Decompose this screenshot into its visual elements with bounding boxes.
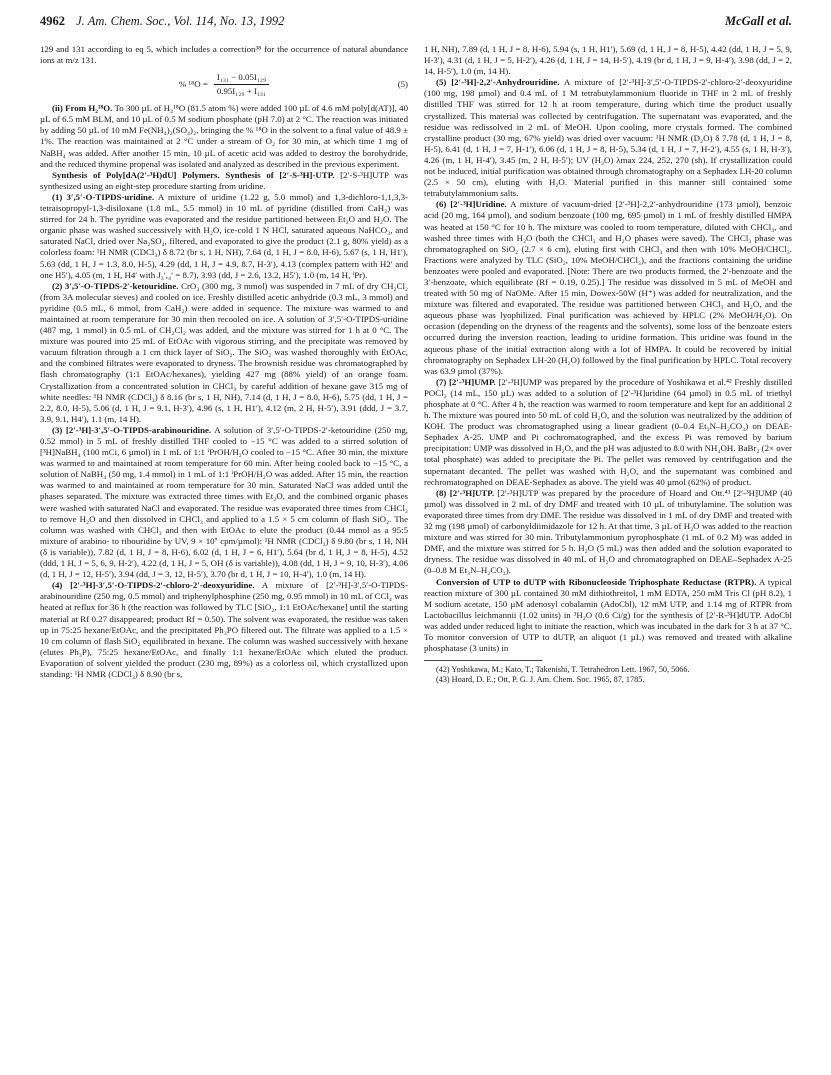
page-number: 4962 [40,14,65,28]
synthesis-heading: Synthesis of Poly[dA(2′-³H)dU] Polymers. Synthesis of [2′-S-³H]-UTP. [52,169,335,180]
equation-5 [40,71,408,97]
paragraph-ii [40,103,408,170]
step-7-heading: (7) [2′-³H]UMP. [436,376,496,387]
equation-denominator: 0.95I₁₂₉ + I₁₃₁ [216,85,267,96]
step-6-body: A mixture of vacuum-dried [2′-³H]-2,2′-anhydrouridine (173 µmol), benzoic acid (20 mg, 164 µmol), and sodium benzoate (100 mg, 695 µmol) in 1 mL of freshly distilled HMPA was heated at 150 °C for 10 h. The mixture was cooled to room temperature, diluted with CHCl₃, and washed three times with H₂O (both the CHCl₃ and H₂O phases were saved). The CHCl₃ phase was chromatographed on SiO₂ (2.7 × 6 cm), eluting first with CHCl₃ and then with 10% MeOH/CHCl₃. Fractions were analyzed by TLC (SiO₂, 10% MeOH/CHCl₃), and the fractions containing the uridine benzoates were pooled and evaporated. [Note: There are two products formed, the 2′-benzoate and the 3′-benzoate, which equilibrate (Rf = 0.19, 0.25).] The residue was dissolved in 5 mL of MeOH and treated with 50 mg of NaOMe. After 15 min, Dowex-50W (H⁺) was added for neutralization, and the mixture was filtered and evaporated. The residue was partitioned between CHCl₃ and H₂O, and the aqueous phase was lyophilized. Final purification was achieved by HPLC (2% MeOH/H₂O). On occasion (depending on the dryness of the reagents and the solvents), some loss of the benzoate esters occurred during the inversion reaction, leading to uridine formation. This uridine was found in the aqueous phase of the initial extraction along with a lot of HMPA. It could be recovered by initial chromatography on Sephadex LH-20 (H₂O) followed by the final purification by HPLC. Total recovery was 63.9 µmol (37%). [424,199,792,376]
step-8-heading: (8) [2′-³H]UTP. [436,487,495,498]
step-4-body: A mixture of [2′-³H]-3′,5′-O-TIPDS-arabinouridine (250 mg, 0.5 mmol) and triphenylphosphine (250 mg, 0.95 mmol) in 10 mL of CCl₄ was heated at reflux for 36 h (the reaction was followed by TLC [SiO₂, 1:1 EtOAc/hexane] until the starting material at Rf 0.27 disappeared; product Rf = 0.50). The solvent was evaporated, the residue was taken up in 75:25 hexane/EtOAc, and the precipitated Ph₃PO filtered out. The filtrate was applied to a 1.5 × 10 cm column of flash SiO₂ equilibrated in hexane. The column was washed successively with hexane (elutes Ph₃P), 75:25 hexane/EtOAc, and finally 1:1 hexane/EtOAc which eluted the product. Evaporation of solvent yielded the product (230 mg, 89%) as a colorless oil, which crystallized upon standing: ¹H NMR (CDCl₃) δ 8.90 (br s, [40,580,408,679]
equation-fraction [214,72,269,97]
step-3-heading: (3) [2′-³H]-3′,5′-O-TIPDS-arabinouridine. [52,424,212,435]
intro-text: 129 and 131 according to eq 5, which includes a correction³⁸ for the occurrence of natural abundance ions at m/z 131. [40,44,408,66]
synthesis-section [40,170,408,192]
step-5-body: A mixture of [2′-³H]-3′,5′-O-TIPDS-2′-chloro-2′-deoxyuridine (100 mg, 198 µmol) and 0.4 mL of 1 M tetrabutylammonium fluoride in THF in 2 mL of freshly distilled THF was stirred for 12 h at room temperature, during which time the product usually crystallized. This material was collected by centrifugation. The supernatant was evaporated, and the residue was redissolved in 2 mL of MeOH. Upon cooling, more crystals formed. The combined crystalline product (30 mg, 67% yield) was dried over vacuum: ¹H NMR (D₂O) δ 7.78 (d, 1 H, J = 8, H-5), 6.41 (d, 1 H, J = 7, H-1′), 6.06 (d, 1 H, J = 8, H-5), 5.34 (d, 1 H, J = 7, H-2′), 4.55 (s, 1 H, H-3′), 4.26 (m, 1 H, H-4′), 3.45 (m, 2 H, H-5′); UV (H₂O) λmax 224, 252, 270 (sh). If crystallization could not be induced, initial purification was obtained through chromatography on a Sephadex LH-20 column (2.5 × 50 cm), eluting with H₂O. Material purified in this manner still contained some tetrabutylammonium salts. [424,77,792,199]
equation-numerator: I₁₃₁ − 0.05I₁₂₉ [214,72,269,85]
continued-text: 1 H, NH), 7.89 (d, 1 H, J = 8, H-6), 5.94 (s, 1 H, H1′), 5.69 (d, 1 H, J = 8, H-5), 4.42 (dd, 1 H, J = 5, 9, H-3′), 4.31 (d, 1 H, J = 5, H-2′), 4.26 (d, 1 H, J = 14, H-5′), 4.19 (br d, 1 H, J = 9, H-4′), 3.98 (dd, J = 2, 14, H-5′), 1.0 (m, 14 H). [424,44,792,77]
step-1-body: A mixture of uridine (1.22 g, 5.0 mmol) and 1,3-dichloro-1,1,3,3-tetraisopropyl-1,3-disiloxane (1.8 mL, 5.5 mmol) in 10 mL of pyridine (distilled from CaH₂) was stirred for 24 h. The pyridine was evaporated and the residue partitioned between Et₂O and H₂O. The organic phase was washed successively with H₂O, ice-cold 1 N HCl, saturated aqueous NaHCO₃, and saturated NaCl, dried over Na₂SO₄, filtered, and evaporated to give the product (2.1 g, 80% yield) as a colorless foam: ¹H NMR (CDCl₃) δ 8.72 (br s, 1 H, NH), 7.64 (d, 1 H, J = 8.0, H-6), 5.67 (s, 1 H, H1′), 5.63 (dd, 1 H, J = 1.3, 8.0, H-5), 4.29 (dd, 1 H, J = 4.9, 8.7, H-3′), 4.13 (complex pattern with H2′ and one H5′), 4.05 (m, 1 H, H4′ with J₃′,₄′ = 8.7), 3.93 (dd, J = 2.6, 13.2, H5′), 1.0 (m, 14 H, ⁱPr). [40,191,408,280]
step-2-heading: (2) 3′,5′-O-TIPDS-2′-ketouridine. [52,280,179,291]
rtpr-section [424,577,792,655]
right-column [424,44,792,686]
step-8-body: [2′-³H]UTP was prepared by the procedure of Hoard and Ott.⁴³ [2′-³H]UMP (40 µmol) was dissolved in 2 mL of dry DMF and treated with 10 µL of tributylamine. The solution was evaporated three times from dry DMF. The residue was dissolved in 1 mL of dry DMF and treated with 32 mg (198 µmol) of carbonyldiimidazole for 12 h. At that time, 3 µL of H₂O was added to the reaction mixture and was stirred for 30 min. Tributylammonium pyrophosphate (1 mL of 0.2 M) was added in DMF, and the mixture was stirred for 5 h. H₂O (5 mL) was then added and the solution evaporated to dryness. The residue was dissolved in 40 mL of H₂O and chromatographed on DEAE–Sephadex A-25 (0–0.8 M Et₃N–H₂CO₃). [424,487,793,576]
left-column [40,44,408,680]
rtpr-body: A typical reaction mixture of 300 µL contained 30 mM dithiothreitol, 1 mM EDTA, 250 mM Tris Cl (pH 8.2), 1 M sodium acetate, 150 µM adenosyl cobalamin (AdoCbl), 12 mM UTP, and 1.14 mg of RTPR from Lactobacillus leichmannii (1.02 units) in ³H₂O (0.6 Ci/g) for the synthesis of [2′-R-³H]dUTP. AdoCbl was added under reduced light to initiate the reaction, which was incubated in the dark for 3 h at 37 °C. To monitor conversion of UTP to dUTP, an aliquot (1 µL) was removed and treated with alkaline phosphatase (3 units) in [424,576,792,654]
step-6-heading: (6) [2′-³H]Uridine. [436,199,507,210]
step-1 [40,192,408,281]
paragraph-ii-body: To 300 µL of H₂¹⁸O (81.5 atom %) were added 100 µL of 4.6 mM poly[d(AT)], 40 µL of 6.5 mM BLM, and 10 µL of 0.5 M sodium phosphate (pH 7.0) at 2 °C. The reaction was initiated by adding 50 µL of 10 mM Fe(NH₄)₂(SO₄)₂, bringing the % ¹⁸O in the solvent to a final value of 48.9 ± 1%. The reaction was maintained at 2 °C under a stream of O₂ for 30 min, at which time 1 mg of NaBH₄ was added. After another 15 min, 10 µL of acetic acid was added to destroy the borohydride, and the reduced thymine propenal was isolated and analyzed as described in the previous experiment. [40,103,408,169]
synthesis-body: [2′-S-³H]UTP was synthesized using an eight-step procedure starting from uridine. [40,169,408,191]
step-7 [424,377,792,488]
step-4-heading: (4) [2′-³H]-3′,5′-O-TIPDS-2′-chloro-2′-deoxyuridine. [52,580,255,591]
rtpr-heading: Conversion of UTP to dUTP with Ribonucleoside Triphosphate Reductase (RTPR). [436,576,757,587]
step-4 [40,580,408,680]
equation-lhs: % ¹⁸O = [178,78,208,89]
running-authors: McGall et al. [724,14,792,28]
step-3 [40,425,408,580]
step-3-body: A solution of 3′,5′-O-TIPDS-2′-ketouridine (250 mg, 0.52 mmol) in 5 mL of freshly distilled THF cooled to −15 °C was added to a stirred solution of [³H]NaBH₄ (100 mCi, 6 µmol) in 1 mL of 1:1 ⁱPrOH/H₂O cooled to −15 °C. After 30 min, the mixture was warmed to and maintained at room temperature for 60 min. After being cooled back to −15 °C, a solution of NaBH₄ (50 mg, 1.4 mmol) in 1 mL of 1:1 ⁱPrOH/H₂O was added. After 15 min, the reaction was warmed to and maintained at room temperature for 30 min. Saturated NaCl was added until the phases separated. The mixture was extracted three times with Et₂O, and the combined organic phases were washed with saturated NaCl and evaporated. The residue was evaporated three times from CHCl₃ to remove H₂O and then dissolved in CHCl₃ and applied to a 1.5 × 5 cm column of flash SiO₂. The column was washed with CHCl₃ and then with EtOAc to elute the product (0.44 mmol as a 95:5 mixture of arabino- to ribouridine by UV, 9 × 10⁷ cpm/µmol): ¹H NMR (CDCl₃) δ 9.80 (br s, 1 H, NH (δ is variable)), 7.82 (d, 1 H, J = 8, H-6), 6.02 (d, 1 H, J = 6, H1′), 5.64 (br d, 1 H, J = 8, H-5), 4.52 (ddd, 1 H, J = 5, 6, 9, H-2′), 4.22 (d, 1 H, J = 5, OH (δ is variable)), 4.08 (dd, 1 H, J = 9, 10, H-3′), 4.06 (d, 1 H, J = 12, H-5′), 3.94 (dd, J = 3, 12, H-5′), 3.70 (br d, 1 H, J = 10, H-4′), 1.0 (m, 14 H). [40,424,409,580]
step-5 [424,77,792,199]
step-8 [424,488,792,577]
step-2 [40,281,408,425]
step-5-heading: (5) [2′-³H]-2,2′-Anhydrouridine. [436,77,560,88]
step-1-heading: (1) 3′,5′-O-TIPDS-uridine. [52,191,155,202]
running-header [40,14,792,34]
reference-43: (43) Hoard, D. E.; Ott, P. G. J. Am. Chem. Soc. 1965, 87, 1785. [436,675,645,685]
step-2-body: CrO₃ (300 mg, 3 mmol) was suspended in 7 mL of dry CH₂Cl₂ (from 3A molecular sieves) and cooled on ice. Freshly distilled acetic anhydride (0.3 mL, 3 mmol) and pyridine (0.5 mL, 6 mmol, from CaH₂) were added in sequence. The mixture was warmed to and maintained at room temperature for 30 min then recooled on ice. A solution of 3′,5′-O-TIPDS-uridine (487 mg, 1 mmol) in 0.5 mL of CH₂Cl₂ was added, and the mixture was stirred for 1 h at 0 °C. The mixture was poured into 25 mL of EtOAc with vigorous stirring, and the precipitate was removed by vacuum filtration through a 1 cm thick layer of SiO₂. The SiO₂ was washed thoroughly with EtOAc, and the combined filtrates were evaporated to dryness. The brownish residue was chromatographed by flash chromatography (1:1 EtOAc/hexanes), yielding 427 mg (88% yield) of an orange foam. Crystallization from a concentrated solution in CHCl₃ by careful addition of hexane gave 315 mg of white needles: ¹H NMR (CDCl₃) δ 8.16 (br s, 1 H, NH), 7.14 (d, 1 H, J = 8.0, H-6), 5.75 (dd, 1 H, J = 2.2, 8.0, H-5), 5.06 (d, 1 H, J = 9.1, H-3′), 4.96 (s, 1 H, H1′), 4.12 (m, 2 H, H-5′), 3.91 (ddd, J = 3.7, 3.9, 9.1, H4′), 1.1 (m, 14 H). [40,280,408,424]
paragraph-ii-heading: (ii) From H₂¹⁸O. [52,103,113,114]
equation-number: (5) [397,78,408,89]
journal-citation: J. Am. Chem. Soc., Vol. 114, No. 13, 1992 [76,14,285,28]
step-6 [424,199,792,377]
step-7-body: [2′-³H]UMP was prepared by the procedure of Yoshikawa et al.⁴² Freshly distilled POCl₃ (14 mL, 150 µL) was added to a solution of [2′-³H]uridine (64 µmol) in 0.5 mL of triethyl phosphate at 0 °C. After 4 h, the reaction was warmed to room temperature and kept for an additional 2 h. The mixture was poured into 50 mL of cold H₂O, and the solution was neutralized by the addition of KOH. The product was chromatographed using a linear gradient (0–0.4 Et₃N–H₂CO₃) on DEAE-Sephadex A-25. UMP and Pi cochromatographed, and the excess Pi was removed by barium precipitation: UMP was dissolved in H₂O, and the pH was adjusted to 8.0 with NH₄OH. BaBr₂ (2× over total phosphate) was added to precipitate the Pi. The pellet was removed by centrifugation and the supernatant decanted. The pellet was washed with H₂O, and the supernatant was combined and rechromatographed on DEAE-Sephadex as above. The yield was 40 µmol (62%) of product. [424,376,792,487]
reference-42: (42) Yoshikawa, M.; Kato, T.; Takenishi, T. Tetrahedron Lett. 1967, 50, 5066. [436,665,690,675]
